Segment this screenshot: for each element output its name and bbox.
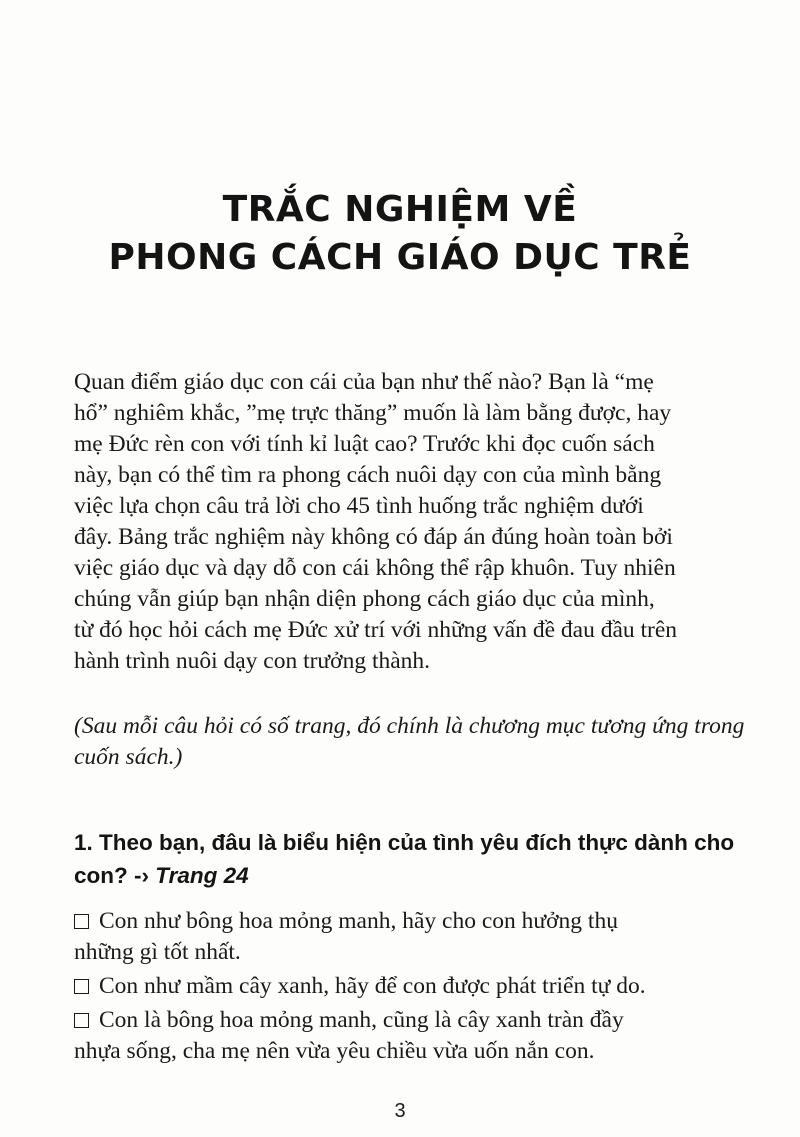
- intro-line: mẹ Đức rèn con với tính kỉ luật cao? Trước khi đọc cuốn sách: [74, 431, 655, 457]
- checkbox-icon[interactable]: [74, 979, 89, 994]
- title-line-1: TRẮC NGHIỆM VỀ: [222, 189, 578, 230]
- note-line-2: cuốn sách.): [74, 744, 183, 770]
- checkbox-icon[interactable]: [74, 914, 89, 929]
- intro-line: Quan điểm giáo dục con cái của bạn như thế nào? Bạn là “mẹ: [74, 369, 654, 395]
- option-text: Con như bông hoa mỏng manh, hãy cho con hưởng thụ: [99, 908, 618, 934]
- intro-line: hành trình nuôi dạy con trưởng thành.: [74, 648, 431, 674]
- question-line-2: [74, 859, 774, 892]
- question-line-2-text: con? -›: [74, 863, 156, 888]
- page-title: [80, 186, 720, 282]
- answer-option-3[interactable]: [74, 1005, 764, 1067]
- question-1: [74, 826, 774, 892]
- question-line-1: 1. Theo bạn, đâu là biểu hiện của tình yêu đích thực dành cho: [74, 830, 735, 855]
- page-reference: Trang 24: [155, 863, 249, 888]
- intro-line: việc lựa chọn câu trả lời cho 45 tình huống trắc nghiệm dưới: [74, 493, 644, 519]
- intro-paragraph: [74, 367, 764, 677]
- page-number: 3: [394, 1100, 406, 1122]
- answer-options: [74, 906, 764, 1070]
- checkbox-icon[interactable]: [74, 1013, 89, 1028]
- answer-option-2[interactable]: [74, 971, 764, 1002]
- option-text: Con là bông hoa mỏng manh, cũng là cây xanh tràn đầy: [99, 1007, 624, 1033]
- title-line-2: PHONG CÁCH GIÁO DỤC TRẺ: [108, 237, 692, 278]
- note-line-1: (Sau mỗi câu hỏi có số trang, đó chính là chương mục tương ứng trong: [74, 713, 745, 739]
- option-text-continued: những gì tốt nhất.: [74, 939, 241, 965]
- intro-line: từ đó học hỏi cách mẹ Đức xử trí với những vấn đề đau đầu trên: [74, 617, 678, 643]
- answer-option-1[interactable]: [74, 906, 764, 968]
- intro-line: đây. Bảng trắc nghiệm này không có đáp án đúng hoàn toàn bởi: [74, 524, 673, 550]
- option-text-continued: nhựa sống, cha mẹ nên vừa yêu chiều vừa uốn nắn con.: [74, 1038, 595, 1064]
- italic-note: [74, 711, 764, 773]
- option-text: Con như mầm cây xanh, hãy để con được phát triển tự do.: [99, 973, 646, 999]
- intro-line: hổ” nghiêm khắc, ”mẹ trực thăng” muốn là làm bằng được, hay: [74, 400, 672, 426]
- intro-line: chúng vẫn giúp bạn nhận diện phong cách giáo dục của mình,: [74, 586, 655, 612]
- intro-line: này, bạn có thể tìm ra phong cách nuôi dạy con của mình bằng: [74, 462, 662, 488]
- intro-line: việc giáo dục và dạy dỗ con cái không thể rập khuôn. Tuy nhiên: [74, 555, 676, 581]
